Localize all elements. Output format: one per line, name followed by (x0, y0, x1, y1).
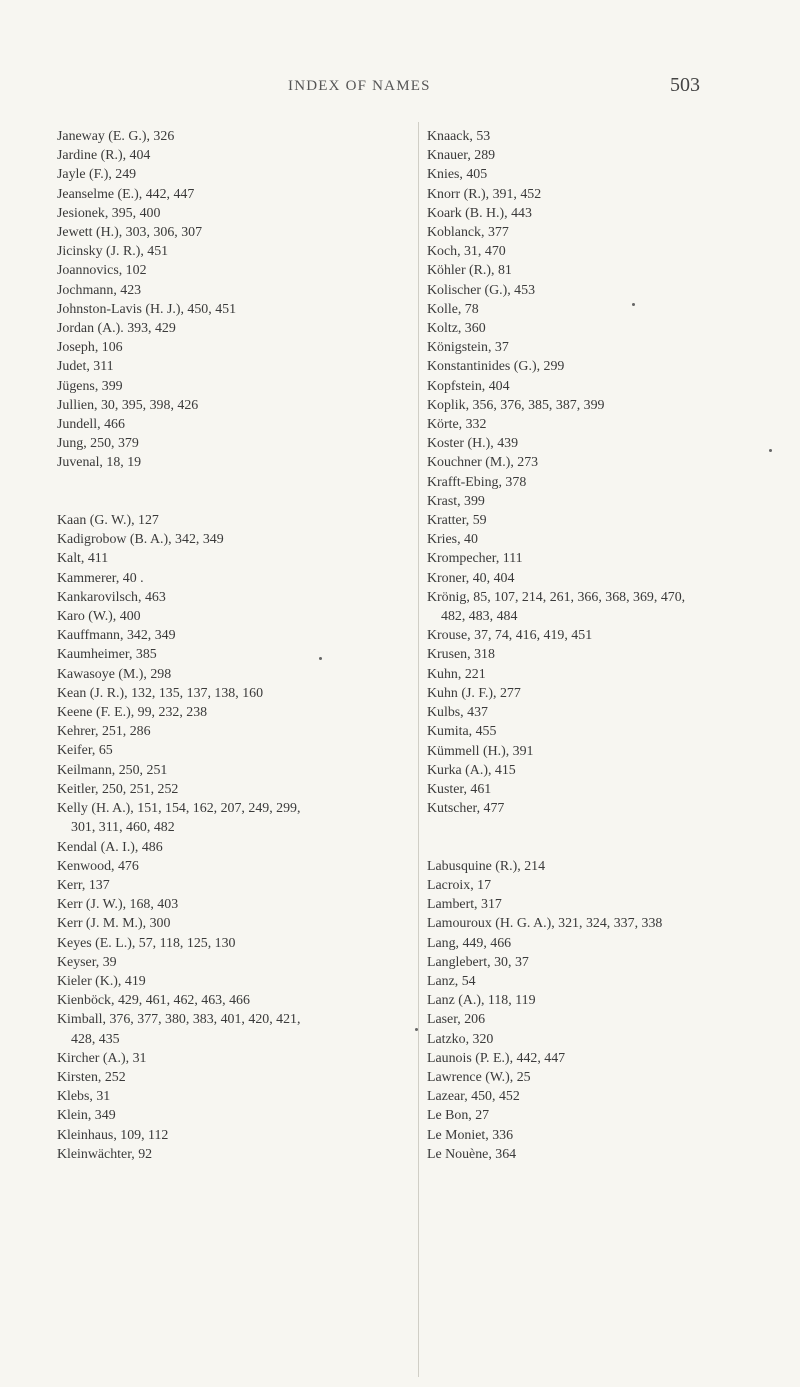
index-entry: Krafft-Ebing, 378 (427, 474, 527, 490)
index-entry: Kauffmann, 342, 349 (57, 628, 176, 644)
index-entry: Kuhn, 221 (427, 666, 486, 682)
index-entry: Keyes (E. L.), 57, 118, 125, 130 (57, 935, 236, 951)
index-entry: Kerr, 137 (57, 877, 110, 893)
index-entry: Le Moniet, 336 (427, 1127, 514, 1143)
section-gap (57, 473, 417, 511)
index-entry: Keene (F. E.), 99, 232, 238 (57, 705, 208, 721)
index-entry-continuation: 428, 435 (71, 1031, 120, 1047)
index-entry: Kümmell (H.), 391 (427, 743, 534, 759)
index-entry: Juvenal, 18, 19 (57, 455, 142, 471)
index-entry: Johnston-Lavis (H. J.), 450, 451 (57, 301, 237, 317)
index-entry: Janeway (E. G.), 326 (57, 129, 175, 144)
index-entry: Kaumheimer, 385 (57, 647, 157, 663)
index-entry: Kehrer, 251, 286 (57, 724, 151, 740)
index-entry: Jundell, 466 (57, 417, 125, 433)
index-entry: Joseph, 106 (57, 340, 123, 356)
index-entry: Knorr (R.), 391, 452 (427, 186, 542, 202)
index-entry: Kerr (J. M. M.), 300 (57, 916, 171, 932)
index-entry: Jügens, 399 (57, 378, 123, 394)
index-entry: Kienböck, 429, 461, 462, 463, 466 (57, 993, 250, 1009)
index-entry: Krouse, 37, 74, 416, 419, 451 (427, 628, 593, 644)
index-entry: Judet, 311 (57, 359, 114, 375)
index-entry: Koark (B. H.), 443 (427, 205, 532, 221)
index-entry: Jordan (A.). 393, 429 (57, 321, 176, 337)
section-gap (427, 818, 767, 856)
index-entry: Kuster, 461 (427, 781, 492, 797)
index-entry: Keyser, 39 (57, 954, 117, 970)
index-entry: Le Bon, 27 (427, 1108, 490, 1124)
index-entry-continuation: 301, 311, 460, 482 (71, 820, 175, 836)
index-entry: Klebs, 31 (57, 1089, 111, 1105)
page-header (0, 76, 800, 106)
index-entry: Krast, 399 (427, 493, 485, 509)
left-index-column (57, 127, 417, 1164)
index-entry: Kroner, 40, 404 (427, 570, 515, 586)
column-divider (418, 122, 419, 1377)
index-entry: Knies, 405 (427, 167, 488, 183)
index-entry: Lazear, 450, 452 (427, 1089, 520, 1105)
index-entry: Köhler (R.), 81 (427, 263, 512, 279)
index-entry: Koster (H.), 439 (427, 436, 519, 452)
index-entry: Kirsten, 252 (57, 1069, 126, 1085)
index-entry: Klein, 349 (57, 1108, 116, 1124)
index-entry: Koltz, 360 (427, 321, 486, 337)
index-entry: Kutscher, 477 (427, 801, 505, 817)
index-entry: Launois (P. E.), 442, 447 (427, 1050, 566, 1066)
index-entry: Karo (W.), 400 (57, 609, 141, 625)
index-entry: Koblanck, 377 (427, 225, 509, 241)
index-entry: Knaack, 53 (427, 129, 491, 144)
index-entry: Kratter, 59 (427, 513, 487, 529)
index-entry: Körte, 332 (427, 417, 487, 433)
index-entry: Kenwood, 476 (57, 858, 139, 874)
index-entry: Kelly (H. A.), 151, 154, 162, 207, 249, 299, (57, 801, 301, 817)
print-speck (632, 303, 635, 306)
index-entry-continuation: 482, 483, 484 (441, 609, 518, 625)
index-entry: Kean (J. R.), 132, 135, 137, 138, 160 (57, 685, 264, 701)
index-entry: Lawrence (W.), 25 (427, 1069, 531, 1085)
index-entry: Krusen, 318 (427, 647, 495, 663)
index-entry: Kimball, 376, 377, 380, 383, 401, 420, 421, (57, 1012, 301, 1028)
index-entry: Jullien, 30, 395, 398, 426 (57, 397, 199, 413)
index-entry: Laser, 206 (427, 1012, 486, 1028)
index-entry: Lanz (A.), 118, 119 (427, 993, 536, 1009)
page-number: 503 (670, 74, 700, 96)
index-entry: Keifer, 65 (57, 743, 113, 759)
index-entry: Jochmann, 423 (57, 282, 142, 298)
index-entry: Kuhn (J. F.), 277 (427, 685, 521, 701)
index-entry: Kircher (A.), 31 (57, 1050, 147, 1066)
index-entry: Langlebert, 30, 37 (427, 954, 529, 970)
index-entry: Königstein, 37 (427, 340, 509, 356)
index-entry: Kerr (J. W.), 168, 403 (57, 897, 179, 913)
index-entry: Kolle, 78 (427, 301, 479, 317)
index-entry: Kurka (A.), 415 (427, 762, 516, 778)
index-entry: Jewett (H.), 303, 306, 307 (57, 225, 203, 241)
index-entry: Joannovics, 102 (57, 263, 147, 279)
print-speck (415, 1028, 418, 1031)
index-entry: Kleinwächter, 92 (57, 1146, 153, 1162)
index-entry: Kleinhaus, 109, 112 (57, 1127, 169, 1143)
index-entry: Jicinsky (J. R.), 451 (57, 244, 169, 260)
index-entry: Kieler (K.), 419 (57, 973, 146, 989)
print-speck (319, 657, 322, 660)
index-entry: Krönig, 85, 107, 214, 261, 366, 368, 369, 470, (427, 589, 686, 605)
index-entry: Koch, 31, 470 (427, 244, 506, 260)
index-entry: Lang, 449, 466 (427, 935, 512, 951)
index-entry: Kankarovilsch, 463 (57, 589, 166, 605)
index-entry: Kendal (A. I.), 486 (57, 839, 163, 855)
index-entry: Jayle (F.), 249 (57, 167, 137, 183)
index-entry: Koplik, 356, 376, 385, 387, 399 (427, 397, 605, 413)
index-entry: Jeanselme (E.), 442, 447 (57, 186, 195, 202)
index-entry: Kaan (G. W.), 127 (57, 513, 159, 529)
index-entry: Keitler, 250, 251, 252 (57, 781, 179, 797)
index-entry: Jesionek, 395, 400 (57, 205, 161, 221)
index-entry: Kopfstein, 404 (427, 378, 510, 394)
index-entry: Kammerer, 40 . (57, 570, 144, 586)
print-speck (769, 449, 772, 452)
index-entry: Kouchner (M.), 273 (427, 455, 539, 471)
right-index-column (427, 127, 767, 1164)
index-entry: Labusquine (R.), 214 (427, 858, 546, 874)
index-entry: Le Nouène, 364 (427, 1146, 517, 1162)
index-entry: Lamouroux (H. G. A.), 321, 324, 337, 338 (427, 916, 663, 932)
index-entry: Jung, 250, 379 (57, 436, 139, 452)
running-head: INDEX OF NAMES (288, 78, 431, 94)
index-entry: Kolischer (G.), 453 (427, 282, 536, 298)
index-entry: Knauer, 289 (427, 148, 496, 164)
index-entry: Lacroix, 17 (427, 877, 492, 893)
index-entry: Kadigrobow (B. A.), 342, 349 (57, 532, 224, 548)
index-entry: Konstantinides (G.), 299 (427, 359, 565, 375)
index-entry: Kumita, 455 (427, 724, 497, 740)
index-entry: Kulbs, 437 (427, 705, 488, 721)
index-entry: Kalt, 411 (57, 551, 109, 567)
index-entry: Krompecher, 111 (427, 551, 523, 567)
index-entry: Keilmann, 250, 251 (57, 762, 168, 778)
index-entry: Kries, 40 (427, 532, 478, 548)
index-entry: Latzko, 320 (427, 1031, 494, 1047)
index-entry: Kawasoye (M.), 298 (57, 666, 172, 682)
index-entry: Lanz, 54 (427, 973, 476, 989)
index-entry: Jardine (R.), 404 (57, 148, 151, 164)
index-entry: Lambert, 317 (427, 897, 502, 913)
